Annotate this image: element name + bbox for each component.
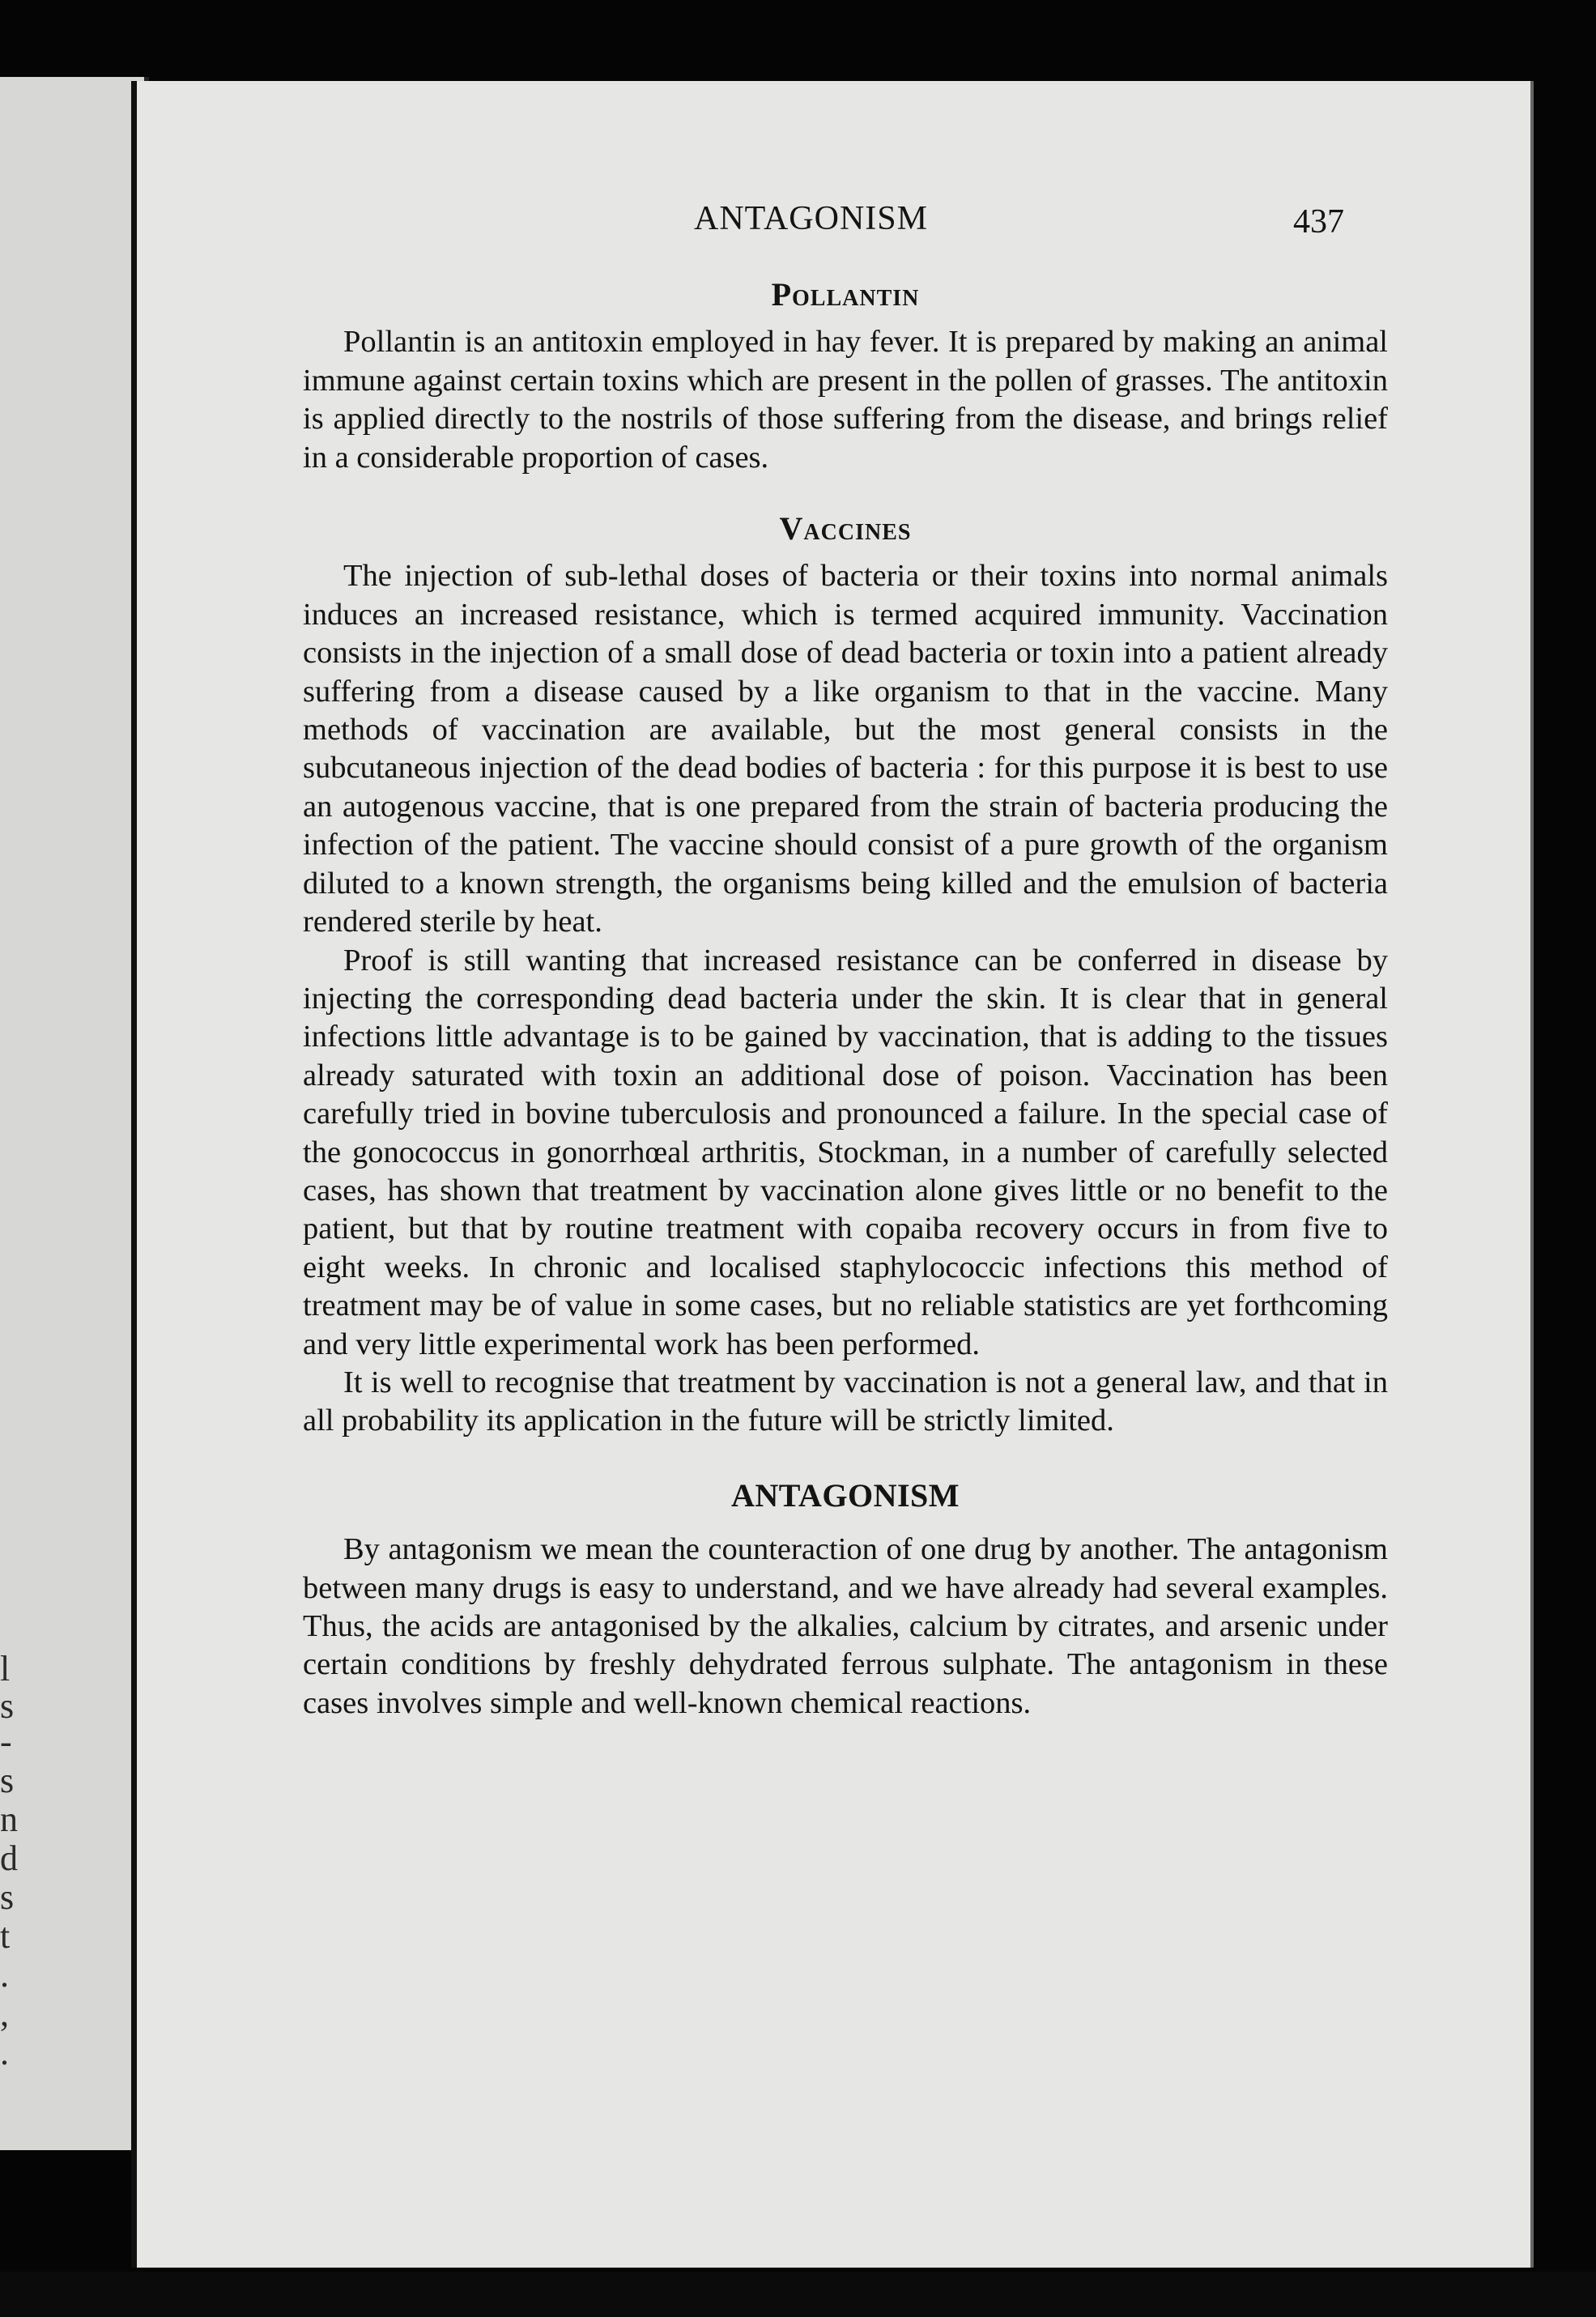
facing-page-char: t	[0, 1916, 11, 1956]
facing-page-char: s	[0, 1877, 15, 1917]
facing-page-char: s	[0, 1686, 15, 1726]
scan-border	[0, 2272, 1596, 2317]
facing-page-char: s	[0, 1761, 15, 1800]
paragraph: Pollantin is an antitoxin employed in hay fever. It is prepared by making an animal immune against certain toxins which are present in the pollen of grasses. The antitoxin is applied directly to the nostrils of those suffering from the disease, and brings relief in a considerable proportion of cases.	[303, 325, 1388, 475]
paragraph: It is well to recognise that treatment by vaccination is not a general law, and that in all probability its application in the future will be strictly limited.	[303, 1365, 1388, 1438]
section-heading: ANTAGONISM	[730, 1476, 960, 1514]
facing-page-edge	[0, 77, 149, 2150]
page-body	[303, 275, 1388, 1723]
paragraph: The injection of sub-lethal doses of bacteria or their toxins into normal animals induces an increased resistance, which is termed acquired immunity. Vaccination consists in the injection of a small dose of dead bacteria or toxin into a patient already suffering from a disease caused by a like organism to that in the vaccine. Many methods of vaccination are available, but the most general consists in the subcutaneous injection of the dead bodies of bacteria : for this purpose it is best to use an autogenous vaccine, that is one prepared from the strain of bacteria producing the infection of the patient. The vaccine should consist of a pure growth of the organism diluted to a known strength, the organisms being killed and the emulsion of bacteria rendered sterile by heat.	[303, 559, 1388, 939]
section-heading: Vaccines	[779, 510, 912, 547]
facing-page-char: l	[0, 1649, 11, 1689]
section-vaccines	[303, 509, 1388, 1441]
paragraph: Proof is still wanting that increased resistance can be conferred in disease by injecting the corresponding dead bacteria under the skin. It is clear that in general infections little advantage is to be gained by vaccination, that is adding to the tissues already saturated with toxin an additional dose of poison. Vaccination has been carefully tried in bovine tuberculosis and pronounced a failure. In the special case of the gonococcus in gonorrhœal arthritis, Stockman, in a number of carefully selected cases, has shown that treatment by vaccination alone gives little or no benefit to the patient, but that by routine treatment with copaiba recovery occurs in from five to eight weeks. In chronic and localised staphylococcic infections this method of treatment may be of value in some cases, but no reliable statistics are yet forthcoming and very little experimental work has been performed.	[303, 943, 1388, 1361]
section-heading: Pollantin	[771, 276, 920, 313]
section-pollantin	[303, 275, 1388, 477]
paragraph: By antagonism we mean the counteraction of one drug by another. The antagonism between many drugs is easy to understand, and we have already had several examples. Thus, the acids are antagonised by the alkalies, calcium by citrates, and arsenic under certain conditions by freshly dehydrated ferrous sulphate. The antagonism in these cases involves simple and well-known chemical reactions.	[303, 1532, 1388, 1720]
facing-page-char: d	[0, 1838, 18, 1878]
running-title: ANTAGONISM	[694, 200, 928, 237]
section-antagonism	[303, 1476, 1388, 1723]
running-header	[137, 199, 1530, 248]
page-number: 437	[1293, 203, 1344, 241]
facing-page-char: .	[0, 2033, 9, 2072]
facing-page-char: .	[0, 1955, 9, 1995]
book-page	[131, 81, 1534, 2268]
facing-page-char: -	[0, 1722, 12, 1761]
facing-page-char: n	[0, 1800, 18, 1839]
facing-page-char: ,	[0, 1994, 9, 2034]
